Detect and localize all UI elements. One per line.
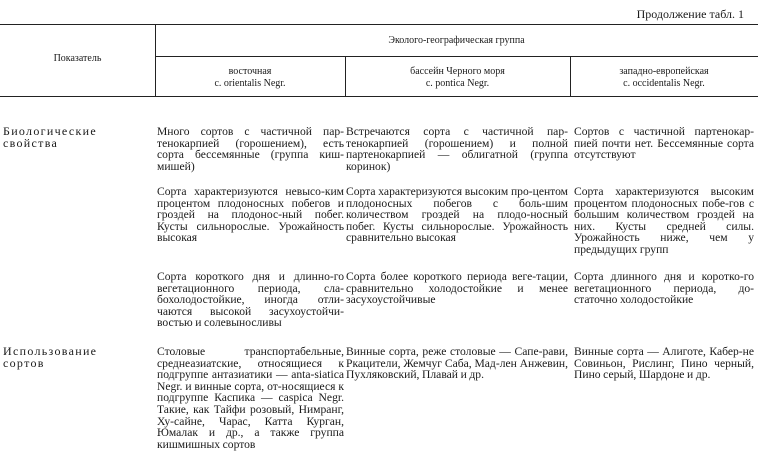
cell-biological-1-east: Много сортов с частичной пар-тенокарпией (горошением), есть сорта бессемянные (группа киш-мишей) xyxy=(157,125,344,173)
continuation-label: Продолжение табл. 1 xyxy=(636,7,744,21)
cell-biological-2-west: Сорта характеризуются высоким процентом плодоносных побе-гов с большим количеством гроздей на них. Кусты средней силы. Урожайность ниже, чем у предыдущих групп xyxy=(574,185,754,256)
table-top-rule xyxy=(0,24,758,25)
column-header-east xyxy=(155,66,345,90)
column-header-east-name: восточная xyxy=(228,66,272,77)
column-header-pontic-latin: c. pontica Negr. xyxy=(425,78,490,89)
group-header: Эколого-географическая группа xyxy=(388,35,525,46)
header-bottom-rule xyxy=(0,96,758,97)
cell-biological-2-pontic: Сорта характеризуются высоким про-центом плодоносных побегов с боль-шим количеством гроздей на плодо-носный побег. Кусты сильнорослые. Урожайность сравнительно высокая xyxy=(346,185,568,245)
row-label-biological xyxy=(3,125,97,149)
cell-usage-east: Столовые транспортабельные, среднеазиатские, относящиеся к подгруппе антазиатики — anta-siatica Negr. и винные сорта, от-носящиеся к подгруппе Каспика — caspica Negr. Такие, как Тайфи розовый, Нимранг, Ху-сайне, Чарас, Катта Курган, Юмалак и др., а также группа кишмишных сортов xyxy=(157,345,344,451)
row-label-line: свойства xyxy=(3,136,59,150)
column-header-pontic xyxy=(345,66,570,90)
cell-biological-1-pontic: Встречаются сорта с частичной пар-тенокарпией (горошением) и полной партенокарпией — облигатной (группа коринок) xyxy=(346,125,568,173)
row-label-line: сортов xyxy=(3,356,45,370)
column-header-west xyxy=(570,66,758,90)
row-label-line: Биологические xyxy=(3,124,97,138)
column-header-west-latin: c. occidentalis Negr. xyxy=(623,78,705,89)
cell-biological-3-west: Сорта длинного дня и коротко-го вегетационного периода, до-статочно холодостойкие xyxy=(574,270,754,307)
row-label-usage xyxy=(3,345,97,369)
column-header-west-name: западно-европейская xyxy=(619,66,709,77)
cell-biological-3-east: Сорта короткого дня и длинно-го вегетационного периода, сла-бохолодостойкие, иногда отли-чаются высокой засухоустойчи-востью и солевыносливы xyxy=(157,270,344,330)
group-header-rule xyxy=(155,56,758,57)
cell-biological-3-pontic: Сорта более короткого периода веге-тации, сравнительно холодостойкие и менее засухоустойчивые xyxy=(346,270,568,307)
column-header-east-latin: c. orientalis Negr. xyxy=(214,78,286,89)
cell-biological-2-east: Сорта характеризуются невысо-ким процентом плодоносных побегов и гроздей на плодонос-ный побег. Кусты сильнорослые. Урожайность высокая xyxy=(157,185,344,245)
row-label-line: Использование xyxy=(3,344,98,358)
cell-biological-1-west: Сортов с частичной партенокар-пией почти нет. Бессемянные сорта отсутствуют xyxy=(574,125,754,162)
indicator-header: Показатель xyxy=(53,53,102,64)
cell-usage-west: Винные сорта — Алиготе, Кабер-не Совиньон, Рислинг, Пино черный, Пино серый, Шардоне и др. xyxy=(574,345,754,382)
cell-usage-pontic: Винные сорта, реже столовые — Сапе-рави, Ркацители, Жемчуг Саба, Мад-лен Анжевин, Пухляковский, Плавай и др. xyxy=(346,345,568,382)
column-header-pontic-name: бассейн Черного моря xyxy=(410,66,505,77)
